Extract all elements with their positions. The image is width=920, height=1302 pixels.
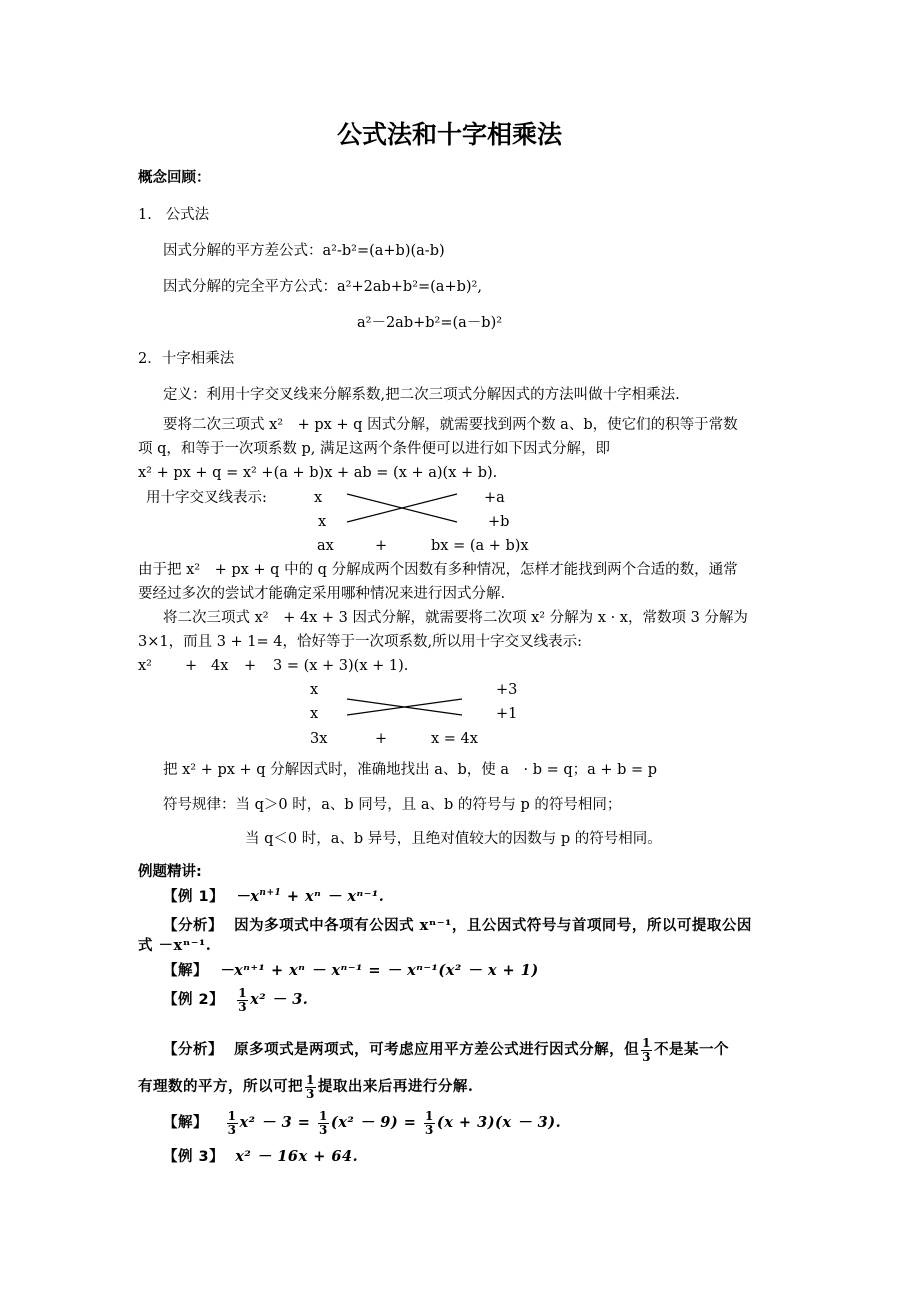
cross1-lines <box>345 492 460 524</box>
an2-line2-a: 有理数的平方，所以可把 <box>138 1078 303 1096</box>
diff-of-squares-label: 因式分解的平方差公式： <box>163 243 323 259</box>
ex2-fraction <box>237 987 248 1013</box>
frac-den: 3 <box>306 1086 315 1101</box>
cross1-bottom-plus: + <box>375 538 388 554</box>
sol2-label: 【解】 <box>163 1115 208 1132</box>
sol1-expr: －xⁿ⁺¹ + xⁿ － xⁿ⁻¹ = － xⁿ⁻¹(x² － x + 1) <box>219 962 539 979</box>
cross-label: 用十字交叉线表示: <box>146 490 267 506</box>
examples-heading: 例题精讲: <box>138 864 202 880</box>
frac-den: 3 <box>238 999 248 1014</box>
sol1-label: 【解】 <box>163 963 208 979</box>
analysis-label: 【分析】 <box>163 918 223 934</box>
an2-fraction-1 <box>641 1037 652 1063</box>
diff-of-squares-formula: a²-b²=(a+b)(a-b) <box>322 243 445 259</box>
ex2-label: 【例 2】 <box>163 992 225 1009</box>
frac-num: 1 <box>306 1073 315 1087</box>
perfect-square-line <box>163 279 482 296</box>
cross2-bottom-left: 3x <box>310 731 328 747</box>
ex2-expr: x² － 3. <box>250 991 309 1009</box>
example-eq-c: 4x <box>211 658 229 674</box>
cross2-lines <box>345 697 465 717</box>
frac-den: 3 <box>318 1122 328 1137</box>
sol2-part-c: (x + 3)(x － 3). <box>436 1114 562 1132</box>
para1-line2: 项 q，和等于一次项系数 p, 满足这两个条件便可以进行如下因式分解，即 <box>138 441 610 457</box>
cross2-left-bottom: x <box>310 706 319 722</box>
cross1-right-top: +a <box>484 490 505 506</box>
frac-num: 1 <box>227 1109 237 1123</box>
cross-method-heading: 2．十字相乘法 <box>138 351 235 367</box>
ex1-expr: －x <box>235 888 260 905</box>
sol1-line <box>163 962 539 980</box>
ex1-line <box>163 888 384 906</box>
ex1-exponent: n+1 <box>259 888 282 898</box>
ex3-line <box>163 1148 358 1166</box>
an2-line1-a: 原多项式是两项式，可考虑应用平方差公式进行因式分解，但 <box>234 1041 640 1059</box>
review-heading: 概念回顾： <box>138 170 211 186</box>
cross2-left-top: x <box>310 682 319 698</box>
cross1-bottom-left: ax <box>317 538 334 554</box>
perfect-square-formula-1: a²+2ab+b²=(a+b)², <box>337 279 482 295</box>
sol2-fraction-2 <box>318 1110 329 1136</box>
an1-line1-wrap <box>163 917 752 935</box>
cross2-bottom-right: x = 4x <box>431 731 478 747</box>
ex2-line <box>163 987 308 1013</box>
cross2-right-top: +3 <box>496 682 518 698</box>
example-eq-d: + <box>244 658 257 674</box>
rule-line: 把 x² + px + q 分解因式时，准确地找出 a、b，使 a · b = q；a + b = p <box>163 762 658 778</box>
an2-fraction-2 <box>305 1074 316 1100</box>
sol2-line <box>163 1110 561 1136</box>
frac-den: 3 <box>425 1122 434 1137</box>
diff-of-squares-line <box>163 243 445 260</box>
page-title: 公式法和十字相乘法 <box>337 120 563 149</box>
definition: 定义：利用十字交叉线来分解系数,把二次三项式分解因式的方法叫做十字相乘法. <box>163 387 680 403</box>
sol2-part-b: (x² － 9) = <box>330 1114 417 1132</box>
frac-num: 1 <box>318 1109 328 1123</box>
frac-num: 1 <box>238 986 248 1000</box>
cross1-left-top: x <box>314 490 323 506</box>
formula-method-heading: 1. 公式法 <box>138 207 210 223</box>
sol2-part-a: x² － 3 = <box>239 1114 311 1132</box>
frac-num: 1 <box>642 1036 651 1050</box>
an2-line1 <box>163 1037 729 1063</box>
frac-num: 1 <box>425 1109 434 1123</box>
perfect-square-formula-2: a²－2ab+b²=(a－b)² <box>357 315 503 331</box>
ex1-label: 【例 1】 <box>163 889 225 905</box>
example-eq-e: 3 = (x + 3)(x + 1). <box>273 658 409 674</box>
cross1-bottom-right: bx = (a + b)x <box>431 538 529 554</box>
para3-line2: 3×1，而且 3 + 1= 4，恰好等于一次项系数,所以用十字交叉线表示: <box>138 634 583 650</box>
para1-line3: x² + px + q = x² +(a + b)x + ab = (x + a)(x + b). <box>138 465 498 481</box>
an2-line2-b: 提取出来后再进行分解. <box>317 1078 474 1096</box>
para3-line1: 将二次三项式 x² + 4x + 3 因式分解，就需要将二次项 x² 分解为 x · x，常数项 3 分解为 <box>163 610 748 626</box>
para2-line1: 由于把 x² + px + q 中的 q 分解成两个因数有多种情况，怎样才能找到两个合适的数，通常 <box>138 562 738 578</box>
cross1-right-bottom: +b <box>488 514 510 530</box>
an2-line2 <box>138 1074 473 1100</box>
an1-line2: 式 －xⁿ⁻¹. <box>138 937 212 954</box>
para2-line2: 要经过多次的尝试才能确定采用哪种情况来进行因式分解. <box>138 586 506 602</box>
sol2-fraction-1 <box>227 1110 238 1136</box>
analysis-label-2: 【分析】 <box>163 1042 223 1059</box>
ex3-expr: x² － 16x + 64. <box>235 1148 359 1165</box>
ex1-expr-rest: + xⁿ － xⁿ⁻¹. <box>286 888 385 905</box>
cross2-bottom-plus: + <box>375 731 388 747</box>
example-eq-b: + <box>185 658 198 674</box>
para1-line1: 要将二次三项式 x² + px + q 因式分解，就需要找到两个数 a、b，使它们的积等于常数 <box>163 417 738 433</box>
cross2-right-bottom: +1 <box>496 706 518 722</box>
frac-den: 3 <box>642 1049 651 1064</box>
an1-line1: 因为多项式中各项有公因式 xⁿ⁻¹，且公因式符号与首项同号，所以可提取公因 <box>234 917 752 934</box>
sign-rule-1: 符号规律：当 q＞0 时，a、b 同号，且 a、b 的符号与 p 的符号相同； <box>163 797 622 813</box>
example-eq-a: x² <box>138 658 152 674</box>
cross1-left-bottom: x <box>318 514 327 530</box>
perfect-square-label: 因式分解的完全平方公式： <box>163 279 337 295</box>
sign-rule-2: 当 q＜0 时，a、b 异号，且绝对值较大的因数与 p 的符号相同。 <box>245 831 662 847</box>
sol2-fraction-3 <box>424 1110 435 1136</box>
frac-den: 3 <box>227 1122 237 1137</box>
an2-line1-b: 不是某一个 <box>653 1041 729 1059</box>
ex3-label: 【例 3】 <box>163 1149 225 1165</box>
